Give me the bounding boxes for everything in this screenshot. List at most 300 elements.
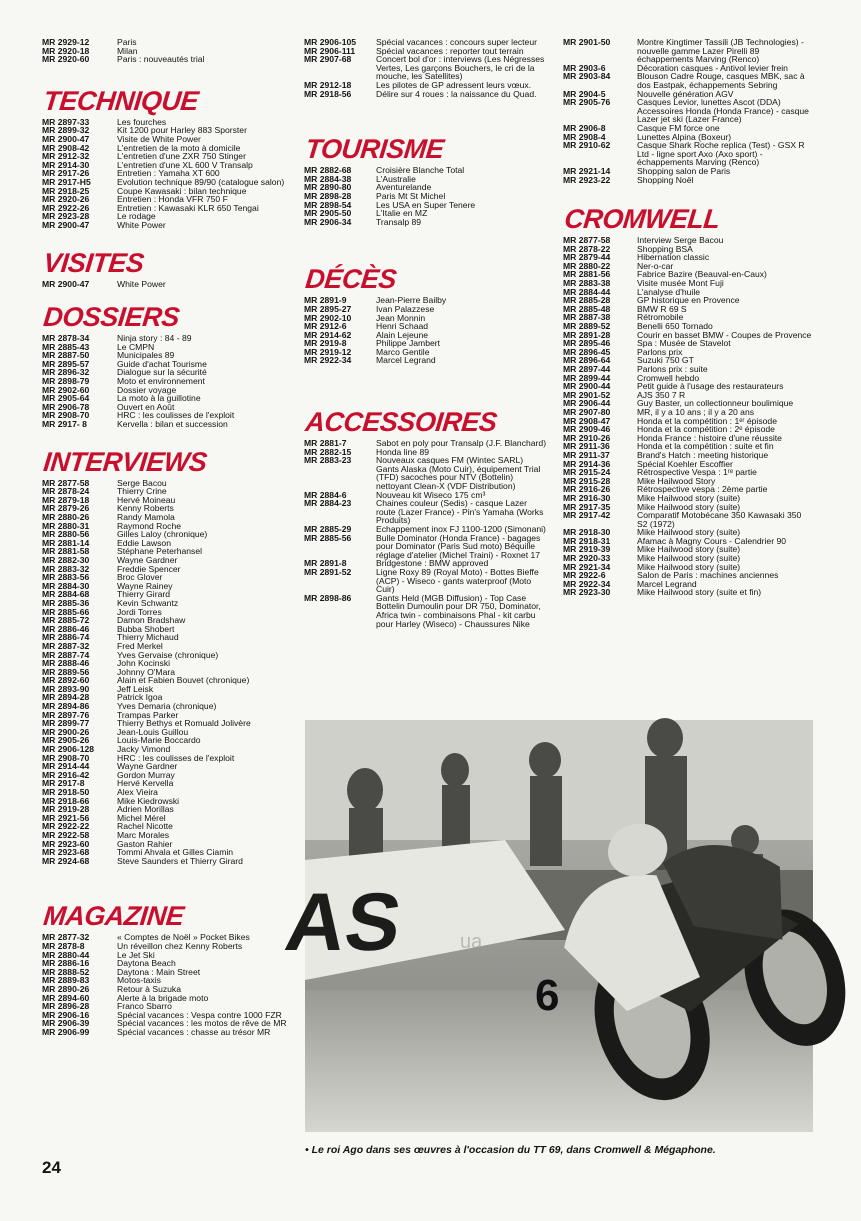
article-title: Milan [117,45,138,56]
article-title: Echappement inox FJ 1100-1200 (Simonani) [376,524,546,534]
article-title: Coupe Kawasaki : bilan technique [117,185,247,196]
article-title: Bridgestone : BMW approved [376,558,489,569]
article-title: Serge Bacou [117,477,167,488]
article-title: Marco Gentile [376,346,430,357]
article-title: Cromwell hebdo [637,372,700,383]
issue-code: MR 2912-32 [42,151,90,162]
issue-code: MR 2903-84 [563,71,611,82]
issue-code: MR 2905-64 [42,393,90,404]
article-title: Gordon Murray [117,769,175,780]
issue-code: MR 2906-44 [563,398,611,409]
article-title: L'Italie en MZ [376,208,428,219]
issue-code: MR 2918-31 [563,535,611,546]
issue-code: MR 2903-6 [563,62,606,73]
article-title: L'entretien de la moto à domicile [117,142,241,153]
issue-code: MR 2908-70 [42,752,90,763]
section-cromwell [563,204,813,597]
issue-code: MR 2883-32 [42,563,90,574]
issue-code: MR 2911-36 [563,441,610,452]
article-title: Ivan Palazzese [376,303,435,314]
issue-code: MR 2908-47 [563,415,611,426]
issue-code: MR 2885-56 [304,532,352,543]
article-title: Spécial Koehler Escoffier [637,458,733,469]
issue-code: MR 2894-86 [42,701,90,712]
issue-code: MR 2882-68 [304,165,352,176]
article-title: Mike Kiedrowski [117,795,180,806]
section-deces [304,264,548,365]
issue-code: MR 2891-28 [563,329,611,340]
issue-code: MR 2881-7 [304,438,347,449]
issue-code: MR 2923-22 [563,174,611,185]
issue-code: MR 2895-57 [42,358,90,369]
article-title: Le CMPN [117,341,155,352]
article-title: MR, il y a 10 ans ; il y a 20 ans [637,406,755,417]
issue-code: MR 2885-72 [42,615,90,626]
issue-code: MR 2920-33 [563,553,611,564]
article-title: Dossier voyage [117,384,177,395]
issue-code: MR 2893-90 [42,683,90,694]
issue-code: MR 2898-28 [304,190,352,201]
index-entry [563,176,813,185]
issue-code: MR 2905-26 [42,735,90,746]
issue-code: MR 2921-14 [563,165,611,176]
issue-code: MR 2904-5 [563,88,606,99]
article-title: Jeff Leisk [117,683,154,694]
article-title: AJS 350 7 R [637,389,686,400]
article-title: Jean-Pierre Bailby [376,295,447,306]
issue-code: MR 2908-42 [42,142,90,153]
article-title: Ninja story : 84 - 89 [117,333,192,344]
issue-code: MR 2896-32 [42,367,90,378]
issue-code: MR 2882-15 [304,446,352,457]
racing-number: 6 [535,971,560,1020]
issue-code: MR 2919-12 [304,346,352,357]
article-title: Nouvelle génération AGV [637,88,734,99]
article-title: Courir en basset BMW - Coupes de Provence [637,329,812,340]
article-title: Alerte à la brigade moto [117,992,209,1003]
issue-code: MR 2899-32 [42,125,90,136]
section-tourisme [304,134,548,226]
index-entry [42,221,292,230]
article-title: Casque FM force one [637,122,720,133]
issue-code: MR 2923-60 [42,838,90,849]
article-title: Petit guide à l'usage des restaurateurs [637,381,784,392]
issue-code: MR 2895-27 [304,303,352,314]
article-title: Kervella : bilan et succession [117,419,228,430]
issue-code: MR 2891-9 [304,295,347,306]
article-title: HRC : les coulisses de l'exploit [117,410,235,421]
article-title: Eddie Lawson [117,537,171,548]
index-entry [304,218,548,227]
article-title: Freddie Spencer [117,563,181,574]
issue-code: MR 2920-18 [42,45,90,56]
article-title: Kevin Schwantz [117,597,179,608]
issue-code: MR 2884-68 [42,589,90,600]
barrier-lettering: AS [280,876,407,968]
article-title: Yves Demaria (chronique) [117,701,217,712]
article-title: Moto et environnement [117,376,205,387]
issue-code: MR 2884-6 [304,489,347,500]
issue-code: MR 2885-36 [42,597,90,608]
motorcycle-racer-image [280,720,813,1132]
article-title: Wayne Gardner [117,554,178,565]
issue-code: MR 2922-22 [42,821,90,832]
issue-code: MR 2918-56 [304,88,352,99]
article-title: Thierry Crine [117,486,167,497]
issue-code: MR 2884-23 [304,498,352,509]
issue-code: MR 2902-60 [42,384,90,395]
article-title: Alain Lejeune [376,329,429,340]
article-title: Honda et la compétition : 2ᵉ épisode [637,424,775,435]
article-title: Mike Hailwood story (suite) [637,544,741,555]
issue-code: MR 2880-31 [42,520,90,531]
article-title: La moto à la guillotine [117,393,201,404]
magazine-list [42,933,292,1036]
issue-code: MR 2879-18 [42,494,90,505]
article-title: Fred Merkel [117,640,163,651]
issue-code: MR 2890-26 [42,983,90,994]
index-entry [563,72,813,89]
article-title: Hibernation classic [637,252,710,263]
article-title: Franco Sbarro [117,1001,172,1012]
issue-code: MR 2915-24 [563,467,611,478]
article-title: Steve Saunders et Thierry Girard [117,855,243,866]
index-entry [42,420,292,429]
section-accessoires-continued [563,38,813,184]
index-entry [304,568,548,594]
article-title: Municipales 89 [117,350,175,361]
issue-code: MR 2887-38 [563,312,611,323]
issue-code: MR 2878-8 [42,940,85,951]
issue-code: MR 2894-28 [42,692,90,703]
article-title: Yves Gervaise (chronique) [117,649,219,660]
article-title: Marcel Legrand [637,578,697,589]
issue-code: MR 2896-64 [563,355,611,366]
issue-code: MR 2914-30 [42,159,90,170]
article-title: Stéphane Peterhansel [117,546,203,557]
index-entry [42,857,292,866]
issue-code: MR 2885-48 [563,303,611,314]
section-title-deces: DÉCÈS [304,264,398,295]
issue-code: MR 2895-46 [563,338,611,349]
issue-code: MR 2919-28 [42,804,90,815]
page-number: 24 [42,1158,61,1177]
accessoires-list [304,439,548,628]
article-title: Hervé Kervella [117,778,174,789]
article-title: Motos-taxis [117,975,161,986]
article-title: Broc Glover [117,572,163,583]
issue-code: MR 2889-52 [563,321,611,332]
article-title: Décoration casques - Antivol levier frein [637,62,788,73]
article-title: Paris [117,37,137,47]
issue-code: MR 2886-74 [42,632,90,643]
article-title: Jordi Torres [117,606,162,617]
issue-code: MR 2901-52 [563,389,611,400]
article-title: Paris Mt St Michel [376,190,446,201]
issue-code: MR 2880-44 [42,949,90,960]
article-title: Evolution technique 89/90 (catalogue salon) [117,176,285,187]
visites-list [42,280,292,289]
article-title: Honda line 89 [376,446,430,457]
article-title: Thierry Bethys et Romuald Jolivère [117,718,251,729]
article-title: Les fourches [117,116,167,127]
section-title-interviews: INTERVIEWS [42,446,209,477]
issue-code: MR 2889-56 [42,666,90,677]
article-title: Hervé Moineau [117,494,176,505]
issue-code: MR 2885-43 [42,341,90,352]
article-title: Daytona : Main Street [117,966,201,977]
article-title: Casques Levior, lunettes Ascot (DDA) Accessoires Honda (Honda France) - casque Lazer jet ski (Lazer France) [637,97,809,125]
issue-code: MR 2923-30 [563,587,611,598]
index-entry [563,141,813,167]
issue-code: MR 2881-14 [42,537,90,548]
section-title-technique: TECHNIQUE [42,85,200,116]
issue-code: MR 2881-58 [42,546,90,557]
issue-code: MR 2922-26 [42,202,90,213]
issue-code: MR 2914-36 [563,458,611,469]
article-title: Entretien : Honda VFR 750 F [117,194,228,205]
issue-code: MR 2922-58 [42,829,90,840]
issue-code: MR 2898-54 [304,199,352,210]
column-right [563,34,813,597]
issue-code: MR 2886-16 [42,958,90,969]
issue-code: MR 2920-26 [42,194,90,205]
issue-code: MR 2918-50 [42,787,90,797]
issue-code: MR 2880-22 [563,260,611,271]
article-title: Entretien : Yamaha XT 600 [117,168,220,179]
article-title: Philippe Jambert [376,338,441,349]
article-title: Randy Mamola [117,512,175,522]
issue-code: MR 2900-47 [42,133,90,144]
article-title: Nouveau kit Wiseco 175 cm³ [376,489,486,500]
issue-code: MR 2886-46 [42,623,90,634]
article-title: Chaines couleur (Sedis) - casque Lazer route (Lazer France) - Pin's Yamaha (Works Produits) [376,498,544,526]
article-title: Visite de White Power [117,133,201,144]
article-title: Spécial vacances : les motos de rêve de MR [117,1018,287,1029]
issue-code: MR 2906-16 [42,1009,90,1020]
section-accessoires [304,407,548,628]
issue-code: MR 2916-30 [563,492,611,503]
article-title: White Power [117,278,166,289]
section-title-magazine: MAGAZINE [42,901,186,932]
article-title: L'entretien d'une ZXR 750 Stinger [117,151,246,162]
issue-code: MR 2878-24 [42,486,90,497]
issue-code: MR 2884-44 [563,286,611,297]
issue-code: MR 2912-18 [304,79,352,90]
article-title: Rétrospective Vespa : 1ʳᵉ partie [637,467,757,478]
column-middle [304,34,548,628]
article-title: Guy Baster, un collectionneur boulimique [637,398,794,409]
issue-code: MR 2917-H5 [42,176,91,187]
article-title: Retour à Suzuka [117,983,182,994]
article-title: Kit 1200 pour Harley 883 Sporster [117,125,247,136]
article-title: Alain et Fabien Bouvet (chronique) [117,675,250,686]
article-title: Spécial vacances : chasse au trésor MR [117,1026,271,1037]
issue-code: MR 2891-52 [304,566,352,577]
article-title: Raymond Roche [117,520,182,531]
issue-code: MR 2885-66 [42,606,90,617]
issue-code: MR 2899-77 [42,718,90,729]
issue-code: MR 2918-25 [42,185,90,196]
article-title: Visite musée Mont Fuji [637,278,724,289]
section-title-accessoires: ACCESSOIRES [304,407,499,438]
issue-code: MR 2909-46 [563,424,611,435]
article-title: Paris : nouveautés trial [117,54,205,65]
section-vacances [304,38,548,98]
article-title: Honda France : histoire d'une réussite [637,432,782,443]
issue-code: MR 2879-26 [42,503,90,514]
index-entry [42,280,292,289]
index-entry [563,38,813,64]
article-title: Les USA en Super Tenere [376,199,476,210]
article-title: Damon Bradshaw [117,615,186,626]
article-title: Dialogue sur la sécurité [117,367,207,378]
article-title: Gaston Rahier [117,838,173,849]
article-title: Un réveillon chez Kenny Roberts [117,940,243,951]
issue-code: MR 2878-34 [42,333,90,344]
article-title: Le Jet Ski [117,949,155,960]
issue-code: MR 2900-47 [42,219,90,230]
racing-photo [280,720,813,1132]
issue-code: MR 2916-42 [42,769,90,780]
article-title: Benelli 650 Tornado [637,321,713,332]
issue-code: MR 2923-68 [42,847,90,858]
issue-code: MR 2884-30 [42,580,90,591]
article-title: Mike Hailwood story (suite et fin) [637,587,762,598]
article-title: Ligne Roxy 89 (Royal Moto) - Bottes Bieffe (ACP) - Wiseco - gants waterproof (Moto Cuir) [376,566,539,595]
issue-code: MR 2908-4 [563,131,606,142]
section-magazine [42,901,292,1036]
issue-code: MR 2906-99 [42,1026,90,1037]
article-title: Spa : Musée de Stavelot [637,338,731,349]
index-entry [304,90,548,99]
article-title: Johnny O'Mara [117,666,176,677]
article-title: Honda et la compétition : 1ᵉʳ épisode [637,415,777,426]
article-title: Marc Morales [117,829,170,840]
index-entry [563,98,813,124]
issue-code: MR 2901-50 [563,37,611,47]
article-title: Rachel Nicotte [117,821,173,832]
issue-code: MR 2906-128 [42,744,95,755]
article-title: Tommi Ahvala et Gilles Ciamin [117,847,234,858]
article-title: Adrien Morillas [117,804,174,815]
article-title: Thierry Michaud [117,632,179,643]
issue-code: MR 2906-34 [304,216,352,227]
issue-code: MR 2896-28 [42,1001,90,1012]
article-title: Mike Hailwood Story [637,475,716,486]
index-entry [304,55,548,81]
section-title-tourisme: TOURISME [304,134,446,165]
issue-code: MR 2877-58 [563,235,611,246]
article-title: Louis-Marie Boccardo [117,735,201,746]
issue-code: MR 2888-46 [42,658,90,669]
article-title: Croisière Blanche Total [376,165,465,176]
issue-code: MR 2917-26 [42,168,90,179]
issue-code: MR 2880-56 [42,529,90,540]
issue-code: MR 2920-60 [42,54,90,65]
article-title: Shopping BSA [637,243,693,254]
issue-code: MR 2887-50 [42,350,90,361]
issue-code: MR 2917-8 [42,778,85,789]
section-technique [42,86,292,230]
article-title: L'analyse d'huile [637,286,701,297]
article-title: Parlons prix [637,346,683,357]
article-title: Afamac à Magny Cours - Calendrier 90 [637,535,787,546]
issue-code: MR 2882-30 [42,554,90,565]
article-title: Spécial vacances : reporter tout terrain [376,45,524,56]
article-title: Kenny Roberts [117,503,174,514]
issue-code: MR 2910-26 [563,432,611,443]
issue-code: MR 2907-80 [563,406,611,417]
article-title: Brand's Hatch : meeting historique [637,449,769,460]
article-title: Entretien : Kawasaki KLR 650 Tengai [117,202,259,213]
issue-code: MR 2905-50 [304,208,352,219]
article-title: Suzuki 750 GT [637,355,694,366]
issue-code: MR 2896-45 [563,346,611,357]
section-title-visites: VISITES [42,247,146,278]
article-title: Jean-Louis Guillou [117,726,189,737]
article-title: Aventurelande [376,182,432,193]
cromwell-list [563,236,813,597]
issue-code: MR 2923-28 [42,211,90,222]
deces-list [304,296,548,365]
article-title: Michel Mérel [117,812,166,823]
issue-code: MR 2924-68 [42,855,90,866]
issue-code: MR 2911-37 [563,449,610,460]
article-title: GP historique en Provence [637,295,740,306]
issue-code: MR 2916-26 [563,484,611,495]
issue-code: MR 2885-28 [563,295,611,306]
article-title: Le rodage [117,211,156,222]
dossiers-list [42,334,292,429]
issue-code: MR 2881-56 [563,269,611,280]
interviews-list [42,479,292,866]
issue-code: MR 2899-44 [563,372,611,383]
article-title: John Kocinski [117,658,171,669]
issue-code: MR 2915-28 [563,475,611,486]
article-title: Bulle Dominator (Honda France) - bagages pour Dominator (Paris Sud moto) Béquille réglage d'atelier (Michel Traini) - Roxnet 17 [376,532,541,560]
issue-code: MR 2914-44 [42,761,90,772]
issue-code: MR 2902-10 [304,312,352,323]
column-left [42,34,292,1036]
article-title: Fabrice Bazire (Beauval-en-Caux) [637,269,767,280]
issue-code: MR 2885-29 [304,524,352,534]
section-visites [42,248,292,289]
article-title: Spécial vacances : Vespa contre 1000 FZR [117,1009,282,1020]
article-title: Salon de Paris : machines anciennes [637,570,779,581]
issue-code: MR 2883-56 [42,572,90,583]
issue-code: MR 2890-80 [304,182,352,193]
issue-code: MR 2922-34 [304,355,352,366]
issue-code: MR 2906-111 [304,45,356,56]
photo-caption: • Le roi Ago dans ses œuvres à l'occasion du TT 69, dans Cromwell & Mégaphone. [305,1144,716,1156]
issue-code: MR 2897-33 [42,116,90,127]
issue-code: MR 2917-35 [563,501,611,512]
article-title: Mike Hailwood story (suite) [637,553,741,564]
index-entry [42,1028,292,1037]
issue-code: MR 2907-68 [304,54,352,65]
issue-code: MR 2883-23 [304,455,352,466]
technique-list [42,118,292,230]
section-dossiers [42,302,292,429]
article-title: Gants Held (MGB Diffusion) - Top Case Bottelin Dumoulin pour DR 750, Dominator, Africa twin - combinaisons Phal - kit carbu pour Harley (Wiseco) - Chaussures Nike [376,592,541,629]
article-title: Concert bol d'or : interviews (Les Négresses Vertes, Les garçons Bouchers, le cri de la mouche, les Satellites) [376,54,545,82]
article-title: Guide d'achat Tourisme [117,358,207,369]
issue-code: MR 2914-62 [304,329,352,340]
article-title: Spécial vacances : concours super lecteur [376,37,537,47]
article-title: Montre Kingtimer Tassili (JB Technologies) - nouvelle gamme Lazer Pirelli 89 échappements Marving (Renco) [637,37,804,65]
section-title-cromwell: CROMWELL [563,204,722,235]
